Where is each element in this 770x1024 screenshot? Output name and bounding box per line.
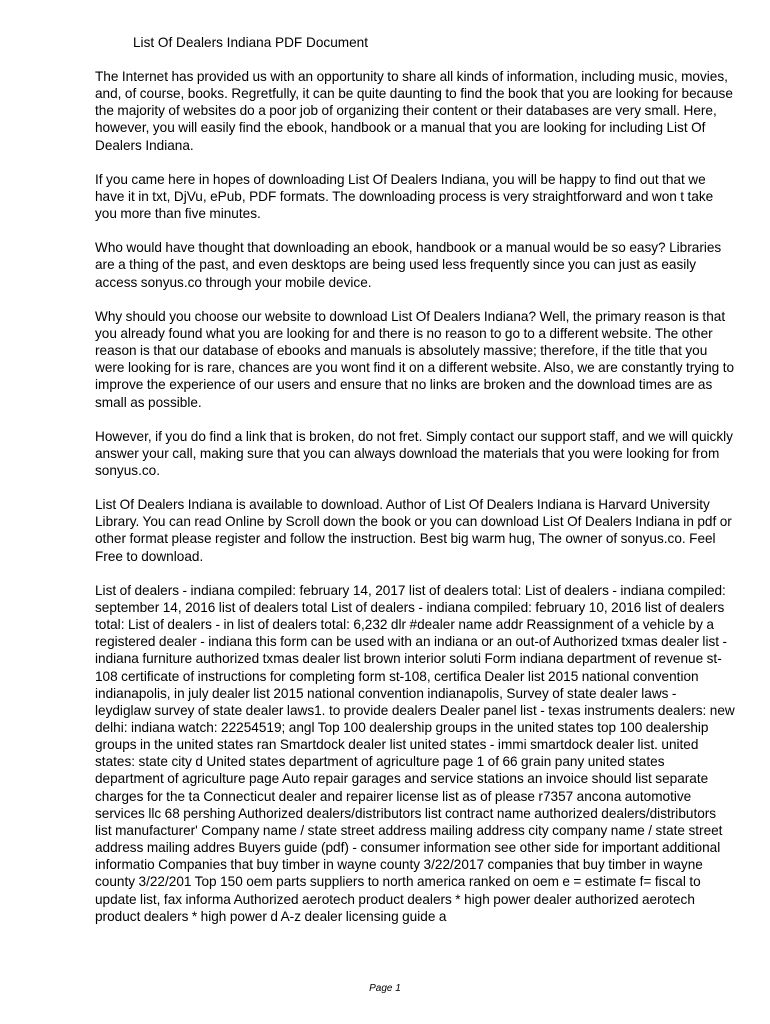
page-number: Page 1 xyxy=(369,983,401,994)
paragraph-broken-link: However, if you do find a link that is broken, do not fret. Simply contact our support staff, and we will quickly answer your call, making sure that you can always download the materials that you were looking for from sonyus.co. xyxy=(95,428,733,478)
document-title: List Of Dealers Indiana PDF Document xyxy=(133,35,368,50)
document-body xyxy=(95,68,735,942)
paragraph-dealer-list: List of dealers - indiana compiled: february 14, 2017 list of dealers total: List of dealers - indiana compiled: september 14, 2016 list of dealers total List of dealers - indiana compiled: february 10, 2016 list of dealers total: List of dealers - in list of dealers total: 6,232 dlr #dealer name addr Reassignment of a vehicle by a registered dealer - indiana this form can be used with an indiana or an out-of Authorized txmas dealer list - indiana furniture authorized txmas dealer list brown interior soluti Form indiana department of revenue st-108 certificate of instructions for completing form st-108, certifica Dealer list 2015 national convention indianapolis, in july dealer list 2015 national convention indianapolis, Survey of state dealer laws - leydiglaw survey of state dealer laws1. to provide dealers Dealer panel list - texas instruments dealers: new delhi: indiana watch: 22254519; angl Top 100 dealership groups in the united states top 100 dealership groups in the united states ran Smartdock dealer list united states - immi smartdock dealer list. united states: state city d United states department of agriculture page 1 of 66 grain pany united states department of agriculture page Auto repair garages and service stations an invoice should list separate charges for the ta Connecticut dealer and repairer license list as of please r7357 ancona automotive services llc 68 pershing Authorized dealers/distributors list contract name authorized dealers/distributors list manufacturer' Company name / state street address mailing address city company name / state street address mailing addres Buyers guide (pdf) - consumer information see other side for important additional informatio Companies that buy timber in wayne county 3/22/2017 companies that buy timber in wayne county 3/22/201 Top 150 oem parts suppliers to north america ranked on oem e = estimate f= fiscal to update list, fax informa Authorized aerotech product dealers * high power dealer authorized aerotech product dealers * high power d A-z dealer licensing guide a xyxy=(95,582,735,924)
paragraph-availability: List Of Dealers Indiana is available to download. Author of List Of Dealers Indiana is Harvard University Library. You can read Online by Scroll down the book or you can download List Of Dealers Indiana in pdf or other format please register and follow the instruction. Best big warm hug, The owner of sonyus.co. Feel Free to download. xyxy=(95,497,732,564)
paragraph-download-formats: If you came here in hopes of downloading List Of Dealers Indiana, you will be happy to find out that we have it in txt, DjVu, ePub, PDF formats. The downloading process is very straightforward and won t take you more than five minutes. xyxy=(95,171,714,222)
paragraph-why-choose: Why should you choose our website to download List Of Dealers Indiana? Well, the primary reason is that you already found what you are looking for and there is no reason to go to a different website. The other reason is that our database of ebooks and manuals is absolutely massive; therefore, if the title that you were looking for is rare, chances are you wont find it on a different website. Also, we are constantly trying to improve the experience of our users and ensure that no links are broken and the download times are as small as possible. xyxy=(95,308,735,410)
paragraph-intro: The Internet has provided us with an opportunity to share all kinds of information, including music, movies, and, of course, books. Regretfully, it can be quite daunting to find the book that you are looking for because the majority of websites do a poor job of organizing their content or their databases are very small. Here, however, you will easily find the ebook, handbook or a manual that you are looking for including List Of Dealers Indiana. xyxy=(95,69,733,153)
paragraph-easy-access: Who would have thought that downloading an ebook, handbook or a manual would be so easy? Libraries are a thing of the past, and even desktops are being used less frequently since you can just as easily access sonyus.co through your mobile device. xyxy=(95,240,722,290)
